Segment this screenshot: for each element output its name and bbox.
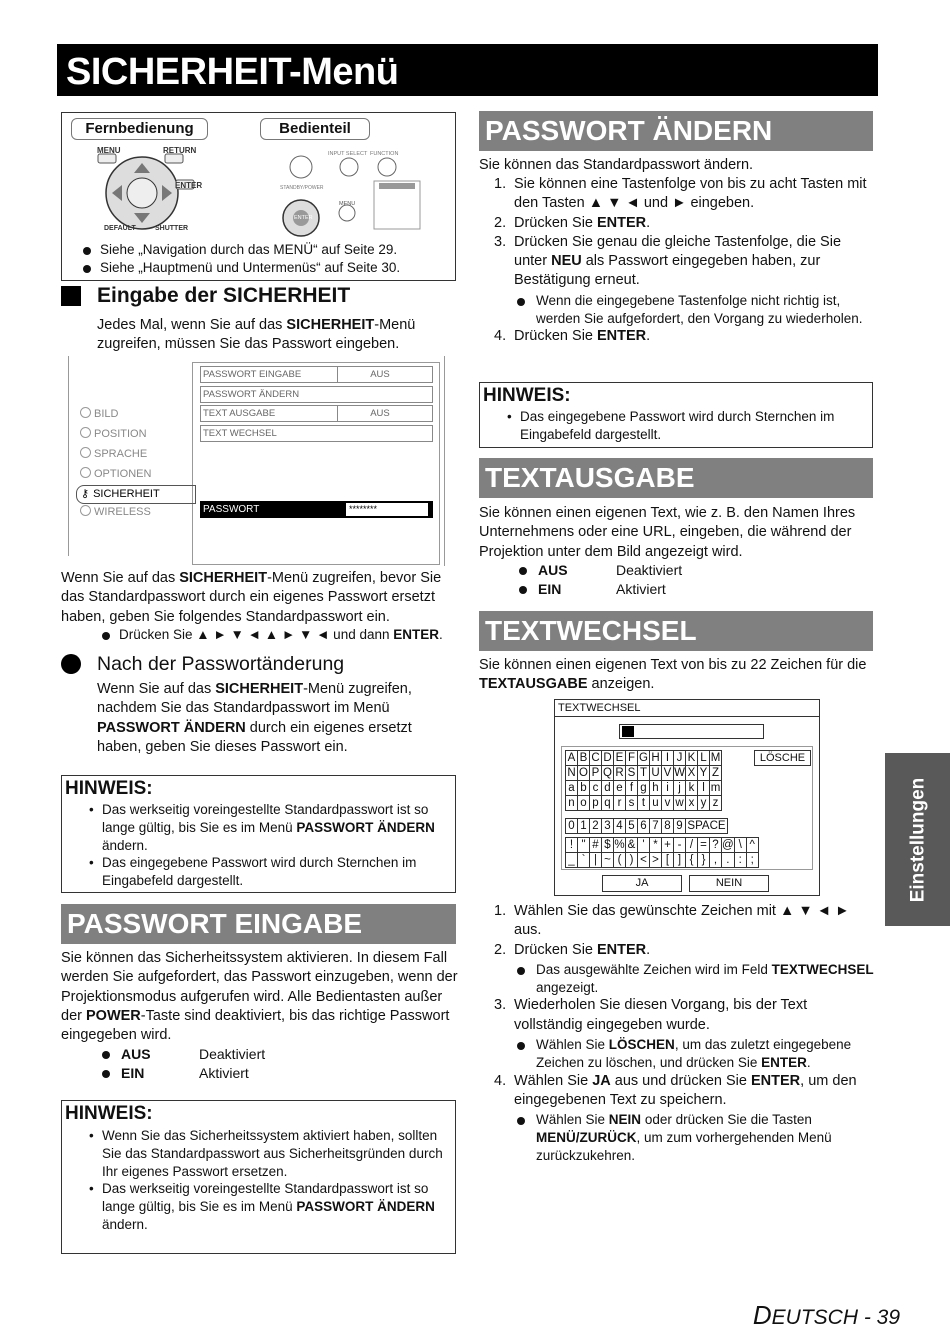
square-bullet-icon	[61, 286, 81, 306]
tw-steps	[494, 902, 874, 1165]
loesche-button[interactable]: LÖSCHE	[754, 750, 811, 766]
key[interactable]: i	[662, 781, 674, 796]
menu-nav-position[interactable]: POSITION	[80, 427, 147, 442]
key[interactable]: w	[675, 796, 684, 809]
key[interactable]: Y	[698, 766, 710, 781]
remote-enter-label: ENTER	[175, 181, 203, 190]
hinweis-box-2	[61, 1100, 456, 1254]
key[interactable]: 7	[650, 819, 662, 834]
key[interactable]: '	[638, 838, 650, 853]
key[interactable]: B	[578, 751, 590, 766]
key[interactable]: L	[698, 751, 710, 766]
key[interactable]: d	[602, 781, 614, 796]
key[interactable]: J	[674, 751, 686, 766]
textausgabe-heading: TEXTAUSGABE	[479, 458, 873, 498]
key[interactable]: ^	[746, 838, 758, 853]
ja-button[interactable]: JA	[602, 875, 682, 892]
remote-menu-label: MENU	[97, 146, 121, 155]
hinweis-item: • Das eingegebene Passwort wird durch Sternchen im Eingabefeld dargestellt.	[87, 854, 452, 890]
key[interactable]: ,	[710, 853, 722, 868]
circle-bullet-icon	[61, 654, 81, 674]
key[interactable]: n	[566, 796, 578, 811]
pa-steps	[494, 175, 874, 347]
passwort-eingabe-text: Sie können das Sicherheitssystem aktivieren. In diesem Fall werden Sie aufgefordert, das Passwort einzugeben, wenn der Projektionsmodus aufgerufen wird. Alle Bedientasten außer der POWER-Taste sind deaktiviert, bis das richtige Passwort eingegeben wird.	[61, 950, 458, 1044]
hinweis-item: • Das eingegebene Passwort wird durch Sternchen im Eingabefeld dargestellt.	[505, 408, 869, 444]
key[interactable]: #	[590, 838, 602, 853]
page-title: SICHERHEIT-Menü	[57, 44, 878, 96]
eingabe-heading: Eingabe der SICHERHEIT	[97, 284, 351, 307]
letter-keys	[565, 750, 722, 811]
page-footer: DEUTSCH - 39	[752, 1300, 900, 1330]
key[interactable]: H	[651, 751, 660, 764]
key[interactable]: e	[614, 781, 626, 796]
eingabe-text: Jedes Mal, wenn Sie auf das SICHERHEIT-Menü zugreifen, müssen Sie das Passwort eingeben.	[97, 317, 416, 353]
key[interactable]: Z	[710, 766, 722, 781]
option-aus: AUS Deaktiviert	[99, 1045, 265, 1064]
menu-row-text-wechsel[interactable]: TEXT WECHSEL	[200, 425, 433, 442]
ta-options	[516, 561, 682, 598]
dialog-title: TEXTWECHSEL	[555, 700, 819, 717]
key[interactable]: l	[698, 781, 710, 796]
key[interactable]: .	[722, 853, 735, 868]
tw-step-1: 1. Wählen Sie das gewünschte Zeichen mit ▲ ▼ ◄ ► aus.	[494, 903, 850, 939]
pa-step-2: 2. Drücken Sie ENTER.	[494, 214, 651, 231]
key[interactable]: N	[567, 766, 576, 779]
key[interactable]: +	[662, 838, 674, 853]
menu-row-passwort-aendern[interactable]: PASSWORT ÄNDERN	[200, 386, 433, 403]
key[interactable]: ?	[710, 838, 722, 853]
pa-intro: Sie können das Standardpasswort ändern.	[479, 157, 754, 173]
hinweis-title: HINWEIS:	[483, 385, 571, 406]
tw-step-4: 4. Wählen Sie JA aus und drücken Sie ENTER, um den eingegebenen Text zu speichern. Wählen Sie NEIN oder drücken Sie die Tasten MENÜ/ZURÜCK, um zum vorhergehenden Menü zurückzukehren.	[494, 1072, 874, 1165]
menu-row-passwort-eingabe[interactable]: PASSWORT EINGABE AUS	[200, 366, 433, 383]
key[interactable]: y	[698, 796, 710, 811]
panel-label: Bedienteil	[260, 118, 370, 140]
druecken-note: Drücken Sie ▲ ► ▼ ◄ ▲ ► ▼ ◄ und dann ENTER.	[99, 626, 459, 644]
passwort-row[interactable]: PASSWORT ********	[200, 501, 433, 518]
menu-nav-sicherheit[interactable]: ⚷ SICHERHEIT	[76, 485, 196, 504]
key[interactable]: S	[626, 766, 638, 781]
key[interactable]: k	[686, 781, 698, 796]
druecken-list	[99, 626, 459, 644]
key[interactable]: 8	[662, 819, 674, 834]
menu-row-text-ausgabe[interactable]: TEXT AUSGABE AUS	[200, 405, 433, 422]
key[interactable]: 5	[626, 819, 638, 834]
side-tab-einstellungen[interactable]: Einstellungen	[885, 753, 950, 926]
option-ein: EIN Aktiviert	[99, 1064, 265, 1083]
key[interactable]: G	[639, 751, 648, 764]
key[interactable]: K	[686, 751, 698, 766]
key[interactable]: z	[710, 796, 722, 811]
nein-button[interactable]: NEIN	[689, 875, 769, 892]
key[interactable]: 1	[578, 819, 590, 834]
key[interactable]: O	[579, 766, 588, 779]
key[interactable]: :	[734, 853, 746, 868]
key[interactable]: &	[626, 838, 638, 853]
textausgabe-text: Sie können einen eigenen Text, wie z. B. den Namen Ihres Unternehmens oder eine URL, eingeben, die während der Projektion unter dem Bild angezeigt wird.	[479, 505, 856, 560]
hinweis-title: HINWEIS:	[65, 1103, 153, 1124]
menu-nav-bild[interactable]: BILD	[80, 407, 118, 422]
key[interactable]: s	[626, 796, 638, 811]
pa-step-3: 3. Drücken Sie genau die gleiche Tastenfolge, die Sie unter NEU als Passwort eingegeben haben, zur Bestätigung erneut. Wenn die eingegebene Tastenfolge nicht richtig ist, werden Sie aufgefordert, den Vorgang zu wiederholen.	[494, 233, 874, 327]
key[interactable]: `	[578, 853, 590, 868]
key[interactable]: a	[566, 781, 578, 796]
key[interactable]: /	[686, 838, 698, 853]
key[interactable]: 9	[674, 819, 686, 834]
key[interactable]: ~	[602, 853, 614, 868]
key[interactable]: W	[674, 766, 685, 779]
key[interactable]: t	[638, 796, 650, 811]
remote-return-label: RETURN	[163, 146, 197, 155]
panel-input-select-label: INPUT SELECT	[328, 151, 368, 157]
key[interactable]: I	[662, 751, 674, 766]
menu-nav-optionen[interactable]: OPTIONEN	[80, 467, 151, 482]
key[interactable]: {	[686, 853, 698, 868]
key[interactable]: R	[615, 766, 624, 779]
key[interactable]: j	[674, 781, 686, 796]
key[interactable]: 4	[614, 819, 626, 834]
key[interactable]: m	[710, 781, 721, 794]
key[interactable]: Q	[603, 766, 612, 779]
hinweis-box-1	[61, 775, 456, 893]
remote-shutter-label: SHUTTER	[155, 225, 189, 232]
remote-default-label: DEFAULT	[104, 225, 136, 232]
key[interactable]: <	[638, 853, 650, 868]
pe-options	[99, 1045, 265, 1082]
key[interactable]: >	[650, 853, 662, 868]
space-key[interactable]: SPACE	[687, 819, 726, 832]
textwechsel-heading: TEXTWECHSEL	[479, 611, 873, 651]
key[interactable]: q	[602, 796, 614, 811]
key[interactable]: $	[602, 838, 614, 853]
key[interactable]: E	[614, 751, 626, 766]
key-icon: ⚷	[81, 488, 90, 500]
key[interactable]: F	[626, 751, 638, 766]
menu-nav-wireless[interactable]: WIRELESS	[80, 505, 151, 520]
key[interactable]: h	[650, 781, 662, 796]
key[interactable]: o	[578, 796, 590, 811]
key[interactable]: P	[590, 766, 602, 781]
pa-step-4: 4. Drücken Sie ENTER.	[494, 328, 651, 345]
key[interactable]: f	[626, 781, 638, 796]
symbol-keys	[565, 837, 759, 868]
hinweis-box-3	[479, 382, 873, 448]
key[interactable]: g	[638, 781, 650, 796]
key[interactable]: \	[734, 838, 746, 853]
key[interactable]: |	[590, 853, 602, 868]
pa-step-1: 1. Sie können eine Tastenfolge von bis zu acht Tasten mit den Tasten ▲ ▼ ◄ und ► eingeben.	[494, 176, 867, 212]
key[interactable]: %	[614, 838, 625, 851]
panel-standby-label: STANDBY/POWER	[280, 185, 324, 191]
tw-step-4-note: Wählen Sie NEIN oder drücken Sie die Tasten MENÜ/ZURÜCK, um zum vorhergehenden Menü zurückzukehren.	[514, 1111, 874, 1164]
key[interactable]: "	[578, 838, 590, 853]
hinweis-item: • Das werkseitig voreingestellte Standardpasswort ist so lange gültig, bis Sie es im Menü PASSWORT ÄNDERN ändern.	[87, 801, 452, 854]
nach-text: Wenn Sie auf das SICHERHEIT-Menü zugreifen, nachdem Sie das Standardpasswort im Menü PASSWORT ÄNDERN durch ein eigenes ersetzt haben, geben Sie dieses Passwort ein.	[97, 681, 412, 755]
key[interactable]: =	[698, 838, 710, 853]
key[interactable]: T	[638, 766, 650, 781]
key[interactable]: U	[651, 766, 660, 779]
key[interactable]: }	[698, 853, 710, 868]
key[interactable]: 6	[638, 819, 650, 834]
key[interactable]: v	[662, 796, 674, 811]
key[interactable]: M	[710, 751, 721, 764]
key[interactable]: ]	[674, 853, 686, 868]
key[interactable]: -	[674, 838, 686, 853]
key[interactable]: ;	[746, 853, 758, 868]
key[interactable]: X	[686, 766, 698, 781]
textwechsel-dialog	[554, 699, 820, 896]
pa-step-3-note: Wenn die eingegebene Tastenfolge nicht richtig ist, werden Sie aufgefordert, den Vorgang zu wiederholen.	[514, 292, 874, 328]
hinweis-item: • Das werkseitig voreingestellte Standardpasswort ist so lange gültig, bis Sie es im Menü PASSWORT ÄNDERN ändern.	[87, 1180, 452, 1233]
tw-step-2-note: Das ausgewählte Zeichen wird im Feld TEXTWECHSEL angezeigt.	[514, 961, 874, 997]
key[interactable]: )	[626, 853, 638, 868]
digit-keys	[565, 818, 728, 834]
textwechsel-text: Sie können einen eigenen Text von bis zu 22 Zeichen für die TEXTAUSGABE anzeigen.	[479, 657, 867, 693]
key[interactable]: p	[590, 796, 602, 811]
key[interactable]: c	[590, 781, 602, 796]
key[interactable]: C	[591, 751, 600, 764]
passwort-field[interactable]: ********	[346, 503, 428, 516]
key[interactable]: @	[722, 838, 734, 851]
hinweis-title: HINWEIS:	[65, 778, 153, 799]
key[interactable]: 0	[566, 819, 578, 834]
key[interactable]: !	[566, 838, 578, 853]
key[interactable]: V	[662, 766, 674, 781]
key[interactable]: _	[566, 853, 578, 868]
key[interactable]: b	[578, 781, 590, 796]
panel-menu-label: MENU	[339, 201, 356, 207]
panel-enter-label: ENTER	[294, 215, 313, 221]
key[interactable]: r	[614, 796, 626, 811]
nach-heading: Nach der Passwortänderung	[97, 653, 345, 675]
key[interactable]: D	[603, 751, 612, 764]
key[interactable]: 3	[602, 819, 614, 834]
controls-box	[61, 112, 456, 281]
key[interactable]: x	[686, 796, 698, 811]
key[interactable]: A	[566, 751, 578, 766]
tw-step-3-note: Wählen Sie LÖSCHEN, um das zuletzt eingegebene Zeichen zu löschen, und drücken Sie ENTER.	[514, 1036, 874, 1072]
remote-label: Fernbedienung	[71, 118, 208, 140]
key[interactable]: 2	[590, 819, 602, 834]
tw-step-3: 3. Wiederholen Sie diesen Vorgang, bis der Text vollständig eingegeben wurde. Wählen Sie LÖSCHEN, um das zuletzt eingegebene Zeichen zu löschen, und drücken Sie ENTER.	[494, 996, 874, 1071]
passwort-aendern-heading: PASSWORT ÄNDERN	[479, 111, 873, 151]
key[interactable]: [	[662, 853, 674, 868]
panel-function-label: FUNCTION	[370, 151, 399, 157]
nav-notes	[80, 241, 450, 277]
option-ein: EIN Aktiviert	[516, 580, 682, 599]
key[interactable]: u	[650, 796, 662, 811]
text-input-field[interactable]	[619, 724, 764, 739]
nav-note: Siehe „Navigation durch das MENÜ“ auf Seite 29.	[80, 241, 450, 259]
passwort-eingabe-heading: PASSWORT EINGABE	[61, 904, 456, 944]
hinweis-item: • Wenn Sie das Sicherheitssystem aktiviert haben, sollten Sie das Standardpasswort aus Sicherheitsgründen durch Ihr eigenes Passwort ersetzen.	[87, 1127, 452, 1180]
key[interactable]: (	[614, 853, 626, 868]
key[interactable]: *	[650, 838, 662, 853]
option-aus: AUS Deaktiviert	[516, 561, 682, 580]
menu-nav-sprache[interactable]: SPRACHE	[80, 447, 147, 462]
nav-note: Siehe „Hauptmenü und Untermenüs“ auf Seite 30.	[80, 259, 450, 277]
wenn-text: Wenn Sie auf das SICHERHEIT-Menü zugreifen, bevor Sie das Standardpasswort durch ein eigenes Passwort ersetzt haben, geben Sie folgendes Standardpasswort ein.	[61, 570, 442, 625]
tw-step-2: 2. Drücken Sie ENTER. Das ausgewählte Zeichen wird im Feld TEXTWECHSEL angezeigt.	[494, 941, 874, 995]
